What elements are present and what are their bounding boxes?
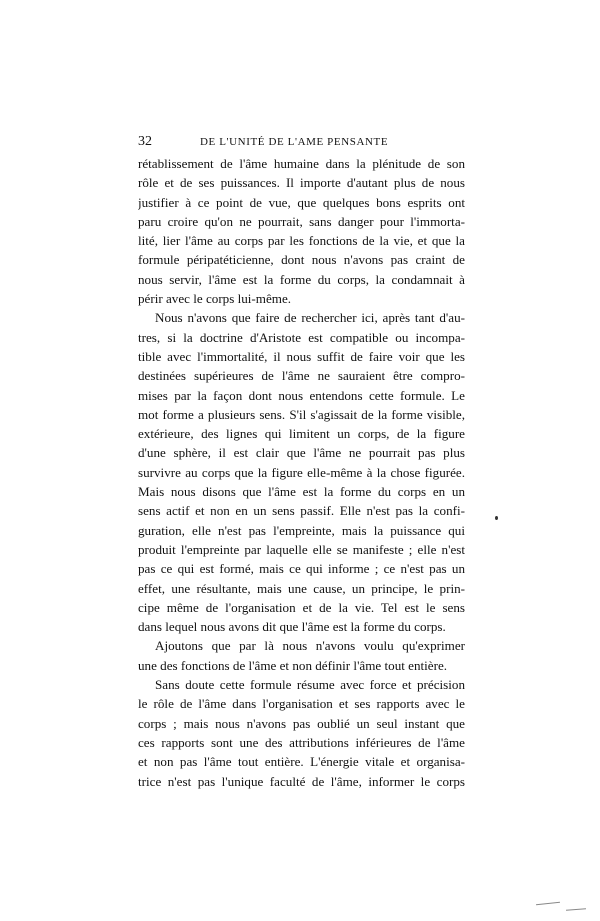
ink-speck bbox=[495, 516, 498, 520]
text-line: une des fonctions de l'âme et non définir l'âme tout entière. bbox=[138, 657, 448, 673]
text-line: sens actif et non en un sens passif. Elle n'est pas la confi- bbox=[138, 503, 465, 519]
text-line: mises par la façon dont nous entendons cette formule. Le bbox=[138, 387, 465, 403]
text-line: mot forme a plusieurs sens. S'il s'agissait de la forme visible, bbox=[138, 406, 465, 422]
scan-mark bbox=[536, 902, 560, 906]
text-line: Sans doute cette formule résume avec force et précision bbox=[155, 677, 465, 693]
text-line: effet, une résultante, mais une cause, un principe, le prin- bbox=[138, 580, 465, 596]
text-line: le rôle de l'âme dans l'organisation et ses rapports avec le bbox=[138, 696, 465, 712]
text-line: ces rapports sont une des attributions inférieures de l'âme bbox=[138, 734, 465, 750]
text-line: rétablissement de l'âme humaine dans la plénitude de son bbox=[138, 156, 465, 171]
text-line: pas ce qui est formé, mais ce qui informe ; ce n'est pas un bbox=[138, 561, 465, 577]
text-line: et non pas l'âme tout entière. L'énergie vitale et organisa- bbox=[138, 754, 465, 770]
text-line: corps ; mais nous n'avons pas oublié un seul instant que bbox=[138, 715, 465, 731]
body-text bbox=[138, 154, 465, 791]
running-head: DE L'UNITÉ DE L'AME PENSANTE bbox=[200, 136, 389, 148]
text-line: dans lequel nous avons dit que l'âme est la forme du corps. bbox=[138, 619, 446, 635]
text-line: produit l'empreinte par laquelle elle se manifeste ; elle n'est bbox=[138, 541, 465, 557]
text-line: tible avec l'immortalité, il nous suffit de faire voir que les bbox=[138, 348, 465, 364]
text-line: formule péripatéticienne, dont nous n'avons pas craint de bbox=[138, 252, 465, 268]
text-line: survivre au corps que la figure elle-même à la chose figurée. bbox=[138, 464, 465, 480]
scan-mark bbox=[566, 908, 586, 910]
text-line: rôle et de ses puissances. Il importe d'autant plus de nous bbox=[138, 175, 465, 191]
text-line: lité, lier l'âme au corps par les fonctions de la vie, et que la bbox=[138, 233, 465, 249]
text-line: Ajoutons que par là nous n'avons voulu qu'exprimer bbox=[155, 638, 465, 654]
text-line: justifier à ce point de vue, que quelques bons esprits ont bbox=[138, 194, 465, 210]
text-line: nous servir, l'âme est la forme du corps, la condamnait à bbox=[138, 271, 465, 287]
text-line: trice n'est pas l'unique faculté de l'âme, informer le corps bbox=[138, 773, 465, 789]
text-line: Nous n'avons que faire de rechercher ici, après tant d'au- bbox=[155, 310, 465, 326]
page-number: 32 bbox=[138, 134, 152, 149]
text-line: périr avec le corps lui-même. bbox=[138, 291, 292, 307]
text-line: Mais nous disons que l'âme est la forme du corps en un bbox=[138, 484, 465, 500]
text-line: guration, elle n'est pas l'empreinte, mais la puissance qui bbox=[138, 522, 465, 538]
text-line: tres, si la doctrine d'Aristote est compatible ou incompa- bbox=[138, 329, 465, 345]
text-line: cipe même de l'organisation et de la vie. Tel est le sens bbox=[138, 599, 465, 615]
page-header bbox=[138, 134, 468, 152]
text-line: paru croire qu'on ne pourrait, sans danger pour l'immorta- bbox=[138, 213, 465, 229]
text-line: extérieure, des lignes qui limitent un corps, de la figure bbox=[138, 426, 465, 442]
text-line: d'une sphère, il est clair que l'âme ne pourrait pas plus bbox=[138, 445, 465, 461]
text-line: destinées supérieures de l'âme ne sauraient être compro- bbox=[138, 368, 465, 384]
